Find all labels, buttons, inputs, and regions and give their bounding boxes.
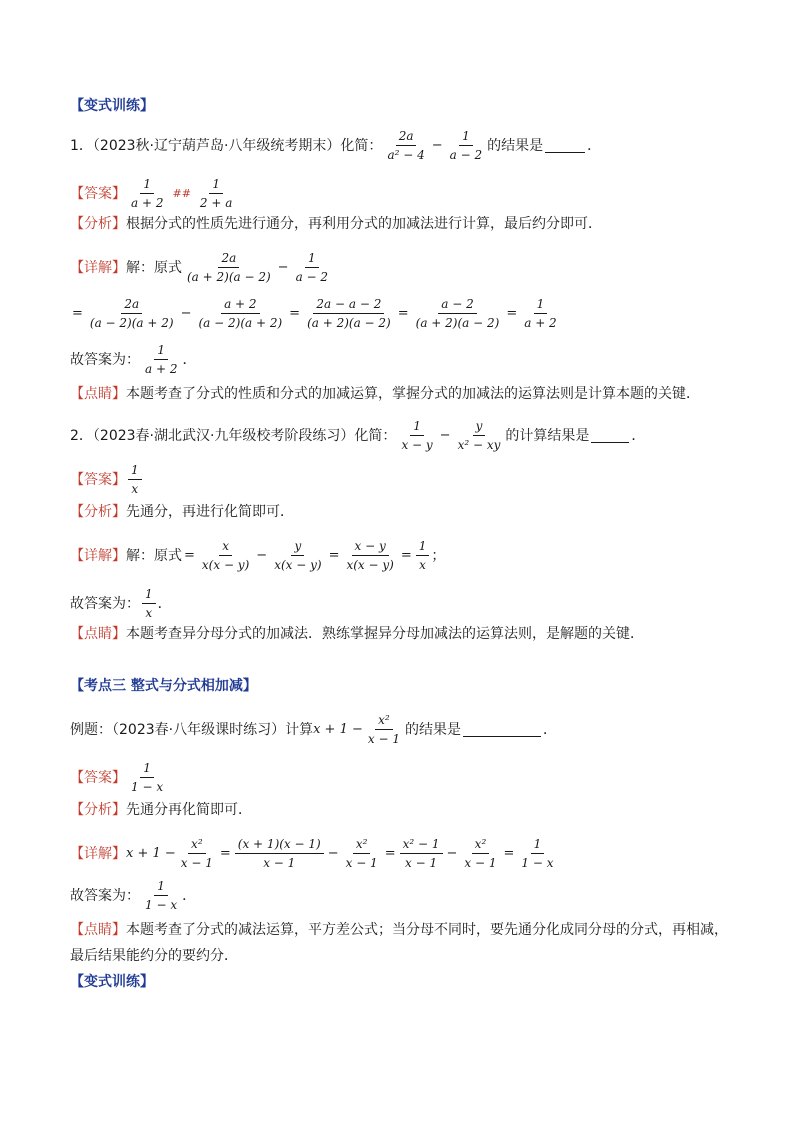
fraction [271, 538, 324, 573]
example-question [70, 712, 557, 747]
numerator: x − y [352, 538, 389, 556]
example-suffix: 的结果是 [404, 721, 461, 738]
operator: − [277, 259, 289, 275]
expression: x + 1 − [126, 845, 176, 861]
answer-label: 【答案】 [70, 471, 126, 488]
question-1-prefix: 1．（2023秋·辽宁葫芦岛·八年级统考期末）化简： [70, 137, 383, 154]
section-header-variant-training [70, 972, 154, 992]
fraction [304, 296, 394, 331]
section-header-topic-3 [70, 676, 257, 696]
equals: = [184, 547, 195, 563]
comment-text: 本题考查了分式的性质和分式的加减运算，掌握分式的加减法的运算法则是计算本题的关键． [126, 386, 700, 402]
denominator: x − 1 [464, 856, 497, 870]
answer-line [70, 760, 168, 795]
numerator: 1 [142, 586, 156, 604]
answer-blank [591, 428, 629, 443]
equals: = [397, 305, 409, 321]
fraction [128, 176, 166, 211]
numerator: x [219, 538, 232, 556]
numerator: 2a [121, 296, 142, 314]
equals: = [503, 845, 515, 861]
comment-line [70, 624, 644, 644]
numerator: 1 [140, 176, 154, 194]
comment-text: 本题考查异分母分式的加减法．熟练掌握异分母加减法的运算法则，是解题的关键． [126, 626, 644, 642]
fraction [87, 296, 177, 331]
fraction [384, 128, 427, 163]
detail-prefix: 解：原式 [126, 547, 182, 564]
numerator: 1 [416, 538, 430, 556]
fraction [197, 176, 235, 211]
comment-continuation [70, 946, 238, 966]
final-prefix: 故答案为： [70, 351, 140, 368]
fraction [400, 836, 443, 871]
denominator: 1 − x [131, 780, 164, 794]
fraction [184, 250, 274, 285]
period: ． [157, 595, 172, 612]
numerator: x² [472, 836, 490, 854]
equals: = [219, 845, 231, 861]
numerator: (x + 1)(x − 1) [235, 836, 324, 854]
question-1 [70, 128, 601, 163]
numerator: 1 [531, 836, 545, 854]
fraction [142, 878, 180, 913]
denominator: 2 + a [199, 196, 233, 210]
denominator: a + 2 [131, 196, 164, 210]
section-header-text: 【考点三 整式与分式相加减】 [70, 678, 257, 694]
fraction [416, 538, 430, 573]
fraction [343, 836, 381, 871]
answer-blank [463, 722, 541, 737]
denominator: (a − 2)(a + 2) [89, 316, 174, 330]
numerator: 1 [410, 418, 424, 436]
fraction [413, 296, 503, 331]
equals: = [506, 305, 518, 321]
comment-label: 【点睛】 [70, 386, 126, 402]
answer-label: 【答案】 [70, 769, 126, 786]
operator: − [446, 845, 458, 861]
alt-answer-separator: ## [172, 186, 191, 200]
denominator: (a − 2)(a + 2) [198, 316, 283, 330]
denominator: (a + 2)(a − 2) [307, 316, 391, 330]
numerator: x² [375, 712, 393, 730]
final-answer-line [70, 342, 196, 377]
detail-label: 【详解】 [70, 547, 126, 564]
numerator: 2a − a − 2 [313, 296, 384, 314]
fraction [455, 418, 504, 453]
equals: = [289, 305, 301, 321]
period: ． [542, 721, 557, 738]
numerator: 1 [209, 176, 223, 194]
operator: − [439, 427, 451, 443]
operator: − [256, 547, 268, 563]
section-header-text: 【变式训练】 [70, 98, 154, 114]
numerator: 1 [140, 760, 154, 778]
answer-blank [545, 138, 585, 153]
denominator: x [419, 558, 426, 572]
denominator: (a + 2)(a − 2) [187, 270, 271, 284]
denominator: x [145, 606, 153, 620]
final-prefix: 故答案为： [70, 595, 140, 612]
equals: = [384, 845, 396, 861]
analysis-text: 根据分式的性质先进行通分，再利用分式的加减法进行计算，最后约分即可． [126, 216, 602, 232]
numerator: 1 [154, 342, 168, 360]
comment-text: 最后结果能约分的要约分． [70, 948, 238, 964]
fraction [235, 836, 324, 871]
numerator: 1 [128, 462, 142, 480]
numerator: y [291, 538, 304, 556]
denominator: a − 2 [449, 148, 483, 162]
denominator: x − 1 [367, 732, 400, 746]
numerator: y [473, 418, 486, 436]
equals: = [72, 305, 83, 321]
denominator: x(x − y) [346, 558, 394, 572]
analysis-line [70, 214, 602, 234]
numerator: x² [353, 836, 371, 854]
fraction [447, 128, 485, 163]
answer-line [70, 176, 237, 211]
fraction [128, 760, 166, 795]
denominator: x [131, 482, 139, 496]
equals: = [328, 547, 340, 563]
fraction [365, 712, 403, 747]
comment-text: 本题考查了分式的减法运算，平方差公式；当分母不同时，要先通分化成同分母的分式，再相减， [126, 922, 728, 938]
final-prefix: 故答案为： [70, 887, 140, 904]
final-answer-line [70, 878, 196, 913]
analysis-label: 【分析】 [70, 802, 126, 818]
numerator: 2a [396, 128, 417, 146]
numerator: 1 [459, 128, 473, 146]
numerator: 1 [305, 250, 319, 268]
fraction [343, 538, 396, 573]
period: ． [631, 427, 646, 444]
equals: = [400, 547, 412, 563]
comment-line [70, 920, 728, 940]
comment-label: 【点睛】 [70, 922, 126, 938]
fraction [128, 462, 142, 497]
denominator: x − 1 [180, 856, 213, 870]
numerator: 2a [218, 250, 239, 268]
section-header-variant-training [70, 96, 154, 116]
fraction [518, 836, 556, 871]
operator: − [431, 137, 443, 153]
answer-label: 【答案】 [70, 185, 126, 202]
period: ． [182, 887, 197, 904]
detail-label: 【详解】 [70, 845, 126, 862]
denominator: (a + 2)(a − 2) [415, 316, 500, 330]
denominator: x(x − y) [274, 558, 322, 572]
denominator: x − 1 [263, 856, 296, 870]
analysis-label: 【分析】 [70, 504, 126, 520]
analysis-text: 先通分，再进行化简即可． [126, 504, 294, 520]
fraction [142, 342, 180, 377]
analysis-label: 【分析】 [70, 216, 126, 232]
detail-steps [70, 296, 562, 331]
denominator: x − y [401, 438, 433, 452]
detail-label: 【详解】 [70, 259, 126, 276]
example-prefix: 例题：（2023春·八年级课时练习）计算 [70, 721, 314, 738]
denominator: x(x − y) [201, 558, 250, 572]
detail-line [70, 836, 559, 871]
numerator: 1 [154, 878, 168, 896]
denominator: x − 1 [405, 856, 438, 870]
section-header-text: 【变式训练】 [70, 974, 154, 990]
expression: x + 1 − [313, 721, 363, 737]
question-2-suffix: 的计算结果是 [505, 427, 590, 444]
question-1-suffix: 的结果是 [487, 137, 544, 154]
semicolon: ； [431, 547, 446, 564]
detail-line [70, 250, 333, 285]
question-2-prefix: 2．（2023春·湖北武汉·九年级校考阶段练习）化简： [70, 427, 397, 444]
analysis-line [70, 502, 294, 522]
fraction [521, 296, 559, 331]
denominator: 1 − x [145, 898, 178, 912]
numerator: x² − 1 [400, 836, 443, 854]
fraction [178, 836, 216, 871]
period: ． [182, 351, 197, 368]
denominator: a + 2 [524, 316, 557, 330]
numerator: x² [188, 836, 206, 854]
denominator: x − 1 [345, 856, 378, 870]
numerator: a − 2 [438, 296, 476, 314]
denominator: 1 − x [521, 856, 554, 870]
detail-prefix: 解：原式 [126, 259, 182, 276]
analysis-text: 先通分再化简即可． [126, 802, 252, 818]
numerator: a + 2 [221, 296, 259, 314]
denominator: a + 2 [145, 362, 178, 376]
fraction [461, 836, 499, 871]
period: ． [587, 137, 602, 154]
answer-line [70, 462, 144, 497]
denominator: a² − 4 [387, 148, 425, 162]
denominator: x² − xy [457, 438, 501, 452]
fraction [199, 538, 252, 573]
fraction [142, 586, 156, 621]
fraction [398, 418, 435, 453]
final-answer-line [70, 586, 172, 621]
operator: − [180, 305, 192, 321]
fraction [293, 250, 331, 285]
detail-line [70, 538, 445, 573]
analysis-line [70, 800, 252, 820]
fraction [195, 296, 285, 331]
numerator: 1 [534, 296, 548, 314]
denominator: a − 2 [295, 270, 329, 284]
comment-label: 【点睛】 [70, 626, 126, 642]
operator: − [327, 845, 339, 861]
comment-line [70, 384, 700, 404]
question-2 [70, 418, 645, 453]
